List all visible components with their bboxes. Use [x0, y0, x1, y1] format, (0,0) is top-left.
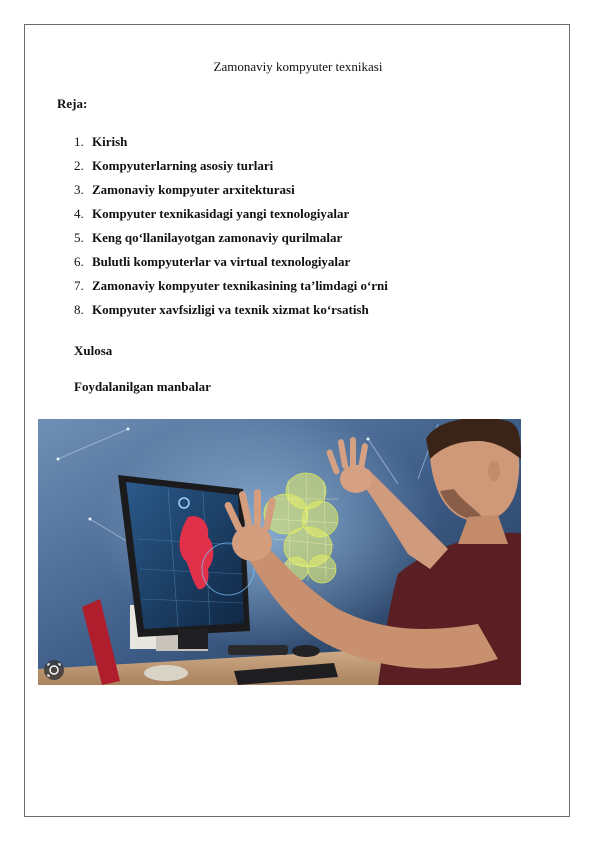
plan-item [74, 254, 388, 278]
plan-item-number: 8. [74, 302, 84, 317]
plan-item-number: 1. [74, 134, 84, 149]
plan-item-text: Kompyuterlarning asosiy turlari [92, 158, 274, 173]
lens-search-icon[interactable] [44, 660, 64, 680]
plan-heading: Reja: [57, 96, 88, 111]
plan-item-text: Zamonaviy kompyuter arxitekturasi [92, 182, 295, 197]
plan-item [74, 182, 388, 206]
plan-item [74, 230, 388, 254]
cup [144, 665, 188, 681]
plan-item-text: Kirish [92, 134, 128, 149]
plan-item [74, 158, 388, 182]
plan-item-number: 2. [74, 158, 84, 173]
plan-item [74, 278, 388, 302]
illustration-photo [38, 419, 521, 685]
plan-item-number: 6. [74, 254, 84, 269]
plan-item [74, 134, 388, 158]
references-heading: Foydalanilgan manbalar [74, 379, 211, 394]
conclusion-heading: Xulosa [74, 343, 113, 358]
plan-item-text: Kompyuter xavfsizligi va texnik xizmat ko‘rsatish [92, 302, 369, 317]
plan-item-number: 3. [74, 182, 84, 197]
plan-item-text: Kompyuter texnikasidagi yangi texnologiyalar [92, 206, 350, 221]
plan-list [74, 134, 388, 326]
plan-item-text: Bulutli kompyuterlar va virtual texnologiyalar [92, 254, 351, 269]
plan-item-number: 5. [74, 230, 84, 245]
person-ear [488, 461, 500, 481]
illustration-svg [38, 419, 521, 685]
keyboard-stand [228, 645, 288, 655]
plan-item-text: Zamonaviy kompyuter texnikasining ta’limdagi o‘rni [92, 278, 388, 293]
plan-item-text: Keng qo‘llanilayotgan zamonaviy qurilmalar [92, 230, 343, 245]
document-title: Zamonaviy kompyuter texnikasi [213, 59, 383, 74]
mouse [292, 645, 320, 657]
plan-item [74, 302, 388, 326]
plan-item-number: 4. [74, 206, 84, 221]
plan-item-number: 7. [74, 278, 84, 293]
plan-item [74, 206, 388, 230]
